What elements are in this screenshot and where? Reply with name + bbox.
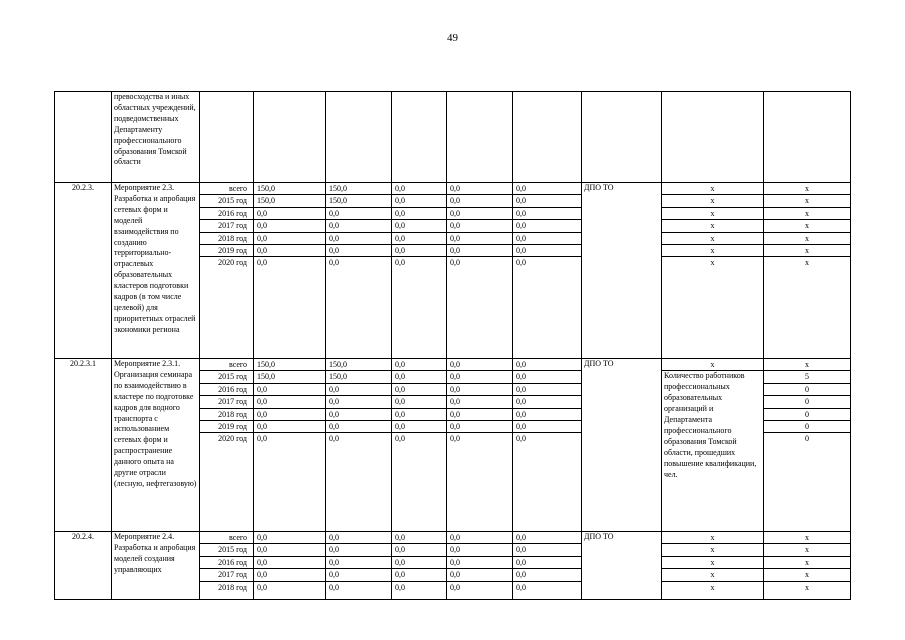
indicator-mark: x — [662, 544, 763, 556]
total-value-column — [254, 532, 326, 600]
local-value: 0,0 — [447, 233, 512, 245]
year-label: 2016 год — [200, 208, 253, 220]
total-value: 0,0 — [254, 532, 325, 544]
federal-value: 0,0 — [326, 233, 391, 245]
other-value: 0,0 — [513, 532, 581, 544]
section-row — [55, 532, 851, 600]
indicator-mark: x — [662, 195, 763, 207]
indicator-value: x — [805, 258, 809, 268]
local-value: 0,0 — [447, 557, 512, 569]
local-value: 0,0 — [447, 359, 512, 371]
indicator-value-column — [764, 359, 851, 532]
regional-value: 0,0 — [392, 208, 446, 220]
other-value: 0,0 — [513, 557, 581, 569]
total-value: 0,0 — [254, 233, 325, 245]
indicator-mark: x — [662, 220, 763, 232]
regional-value: 0,0 — [392, 569, 446, 581]
indicator-mark: x — [662, 557, 763, 569]
indicator-value: x — [764, 544, 850, 556]
regional-value: 0,0 — [392, 245, 446, 257]
indicator-mark: x — [662, 245, 763, 257]
local-value: 0,0 — [450, 434, 460, 444]
year-label: 2018 год — [218, 582, 247, 592]
regional-value: 0,0 — [392, 544, 446, 556]
total-value: 0,0 — [257, 258, 267, 268]
federal-value: 0,0 — [326, 544, 391, 556]
federal-value: 0,0 — [326, 396, 391, 408]
regional-value: 0,0 — [392, 557, 446, 569]
other-value: 0,0 — [513, 409, 581, 421]
year-label: 2015 год — [200, 544, 253, 556]
regional-value: 0,0 — [392, 384, 446, 396]
other-value: 0,0 — [513, 371, 581, 383]
federal-value: 0,0 — [326, 409, 391, 421]
indicator-mark: x — [662, 532, 763, 544]
year-label: 2020 год — [218, 434, 247, 444]
cont-empty-cell — [764, 92, 851, 183]
indicator-column — [662, 183, 764, 359]
total-value: 0,0 — [254, 569, 325, 581]
cont-empty-cell — [447, 92, 513, 183]
section-row — [55, 183, 851, 359]
other-value: 0,0 — [513, 359, 581, 371]
indicator-name — [662, 359, 764, 532]
section-description: Мероприятие 2.4. Разработка и апробация моделей создания управляющих — [112, 532, 200, 600]
indicator-value: x — [764, 183, 850, 195]
cont-code-cell — [55, 92, 112, 183]
local-value: 0,0 — [447, 245, 512, 257]
local-value: 0,0 — [447, 409, 512, 421]
indicator-total-mark: x — [710, 360, 715, 369]
regional-value: 0,0 — [392, 409, 446, 421]
total-value: 0,0 — [254, 409, 325, 421]
document-body — [54, 91, 850, 600]
local-value: 0,0 — [447, 532, 512, 544]
local-value: 0,0 — [447, 384, 512, 396]
indicator-value: 0 — [764, 384, 850, 396]
year-label: 2016 год — [200, 557, 253, 569]
section-row — [55, 359, 851, 532]
local-value: 0,0 — [447, 544, 512, 556]
cont-empty-cell — [254, 92, 326, 183]
executor-cell: ДПО ТО — [582, 359, 662, 532]
regional-value-column — [392, 183, 447, 359]
page-number: 49 — [447, 32, 458, 44]
indicator-mark: x — [710, 258, 715, 268]
year-label: 2020 год — [218, 258, 247, 268]
indicator-mark: x — [662, 208, 763, 220]
other-value: 0,0 — [513, 183, 581, 195]
local-value-column — [447, 183, 513, 359]
cont-empty-cell — [582, 92, 662, 183]
other-value: 0,0 — [513, 544, 581, 556]
total-value: 0,0 — [254, 396, 325, 408]
federal-value: 0,0 — [326, 384, 391, 396]
total-value: 0,0 — [254, 245, 325, 257]
total-value: 150,0 — [254, 359, 325, 371]
total-value: 0,0 — [254, 421, 325, 433]
regional-value-column — [392, 359, 447, 532]
regional-value: 0,0 — [392, 220, 446, 232]
local-value: 0,0 — [447, 208, 512, 220]
local-value: 0,0 — [447, 195, 512, 207]
cont-empty-cell — [662, 92, 764, 183]
other-value-column — [513, 359, 582, 532]
year-label: 2019 год — [200, 421, 253, 433]
indicator-value: x — [764, 245, 850, 257]
regional-value: 0,0 — [392, 195, 446, 207]
cont-empty-cell — [513, 92, 582, 183]
indicator-value-column — [764, 532, 851, 600]
year-label: 2017 год — [200, 396, 253, 408]
year-label: 2016 год — [200, 384, 253, 396]
federal-value-column — [326, 359, 392, 532]
year-label-column — [200, 183, 254, 359]
other-value: 0,0 — [513, 384, 581, 396]
regional-value: 0,0 — [392, 371, 446, 383]
total-value: 0,0 — [257, 434, 267, 444]
local-value-column — [447, 532, 513, 600]
indicator-value: x — [764, 532, 850, 544]
total-value: 0,0 — [254, 557, 325, 569]
other-value: 0,0 — [513, 421, 581, 433]
year-label: 2018 год — [200, 233, 253, 245]
total-value-column — [254, 183, 326, 359]
other-value: 0,0 — [516, 582, 526, 592]
total-value: 0,0 — [257, 582, 267, 592]
section-description: Мероприятие 2.3. Разработка и апробация сетевых форм и моделей взаимодействия по созданию территориально-отраслевых образовательных кластеров подготовки кадров (в том числе целевой) для приоритетных отраслей экономики региона — [112, 183, 200, 359]
local-value: 0,0 — [447, 371, 512, 383]
local-value: 0,0 — [450, 582, 460, 592]
total-value: 0,0 — [254, 384, 325, 396]
other-value: 0,0 — [513, 396, 581, 408]
total-value: 150,0 — [254, 183, 325, 195]
executor-cell: ДПО ТО — [582, 532, 662, 600]
indicator-mark: x — [710, 582, 715, 592]
regional-value: 0,0 — [392, 233, 446, 245]
year-label: 2015 год — [200, 371, 253, 383]
federal-value: 0,0 — [329, 258, 339, 268]
indicator-column — [662, 532, 764, 600]
indicator-value: x — [805, 582, 809, 592]
regional-value: 0,0 — [395, 582, 405, 592]
local-value: 0,0 — [447, 396, 512, 408]
indicator-value: x — [764, 557, 850, 569]
regional-value: 0,0 — [392, 359, 446, 371]
cont-desc-cell: превосходства и иных областных учреждений, подведомственных Департаменту профессионального образования Томской области — [112, 92, 200, 183]
other-value: 0,0 — [513, 195, 581, 207]
year-label: всего — [200, 183, 253, 195]
regional-value: 0,0 — [395, 434, 405, 444]
other-value: 0,0 — [513, 233, 581, 245]
section-code: 20.2.4. — [55, 532, 112, 600]
other-value: 0,0 — [513, 220, 581, 232]
federal-value-column — [326, 532, 392, 600]
regional-value: 0,0 — [392, 532, 446, 544]
local-value: 0,0 — [447, 220, 512, 232]
total-value: 150,0 — [254, 195, 325, 207]
regional-value: 0,0 — [392, 396, 446, 408]
year-label-column — [200, 532, 254, 600]
federal-value: 0,0 — [326, 569, 391, 581]
regional-value: 0,0 — [392, 183, 446, 195]
section-code: 20.2.3.1 — [55, 359, 112, 532]
other-value: 0,0 — [513, 245, 581, 257]
federal-value: 0,0 — [326, 557, 391, 569]
local-value-column — [447, 359, 513, 532]
indicator-value: x — [764, 569, 850, 581]
local-value: 0,0 — [447, 183, 512, 195]
federal-value: 150,0 — [326, 359, 391, 371]
indicator-value: 5 — [764, 371, 850, 383]
federal-value: 0,0 — [329, 582, 339, 592]
regional-value: 0,0 — [395, 258, 405, 268]
total-value: 150,0 — [254, 371, 325, 383]
year-label: 2018 год — [200, 409, 253, 421]
indicator-value: 0 — [764, 396, 850, 408]
total-value: 0,0 — [254, 220, 325, 232]
section-code: 20.2.3. — [55, 183, 112, 359]
indicator-mark: x — [662, 233, 763, 245]
section-description: Мероприятие 2.3.1. Организация семинара по взаимодействию в кластере по подготовке кадров для водного транспорта с использованием сетевых форм и распространение данного опыта на другие отрасли (лесную, нефтегазовую) — [112, 359, 200, 532]
other-value: 0,0 — [513, 208, 581, 220]
cont-empty-cell — [392, 92, 447, 183]
cont-empty-cell — [326, 92, 392, 183]
local-value: 0,0 — [447, 569, 512, 581]
federal-value: 150,0 — [326, 183, 391, 195]
cont-empty-cell — [200, 92, 254, 183]
program-table — [54, 91, 851, 600]
indicator-mark: x — [662, 569, 763, 581]
year-label: 2017 год — [200, 220, 253, 232]
year-label: 2015 год — [200, 195, 253, 207]
regional-value: 0,0 — [392, 421, 446, 433]
other-value: 0,0 — [513, 569, 581, 581]
indicator-mark: x — [662, 183, 763, 195]
indicator-value: x — [764, 208, 850, 220]
local-value: 0,0 — [447, 421, 512, 433]
year-label: всего — [200, 359, 253, 371]
other-value-column — [513, 532, 582, 600]
federal-value: 0,0 — [326, 421, 391, 433]
indicator-value: 0 — [764, 421, 850, 433]
total-value: 0,0 — [254, 544, 325, 556]
federal-value: 150,0 — [326, 371, 391, 383]
total-value-column — [254, 359, 326, 532]
indicator-value: x — [764, 220, 850, 232]
federal-value-column — [326, 183, 392, 359]
indicator-value: 0 — [764, 409, 850, 421]
indicator-value-column — [764, 183, 851, 359]
year-label-column — [200, 359, 254, 532]
other-value: 0,0 — [516, 258, 526, 268]
executor-cell: ДПО ТО — [582, 183, 662, 359]
federal-value: 150,0 — [326, 195, 391, 207]
federal-value: 0,0 — [326, 208, 391, 220]
indicator-value: 0 — [805, 434, 809, 444]
other-value-column — [513, 183, 582, 359]
continuation-row — [55, 92, 851, 183]
year-label: 2017 год — [200, 569, 253, 581]
indicator-value: x — [764, 195, 850, 207]
indicator-value: x — [764, 359, 850, 371]
indicator-text: Количество работников профессиональных образовательных организаций и Департамента профессионального образования Томской области, прошедших повышение квалификации, чел. — [662, 370, 763, 480]
federal-value: 0,0 — [326, 532, 391, 544]
federal-value: 0,0 — [326, 245, 391, 257]
federal-value: 0,0 — [329, 434, 339, 444]
year-label: 2019 год — [200, 245, 253, 257]
regional-value-column — [392, 532, 447, 600]
total-value: 0,0 — [254, 208, 325, 220]
federal-value: 0,0 — [326, 220, 391, 232]
year-label: всего — [200, 532, 253, 544]
other-value: 0,0 — [516, 434, 526, 444]
local-value: 0,0 — [450, 258, 460, 268]
indicator-value: x — [764, 233, 850, 245]
